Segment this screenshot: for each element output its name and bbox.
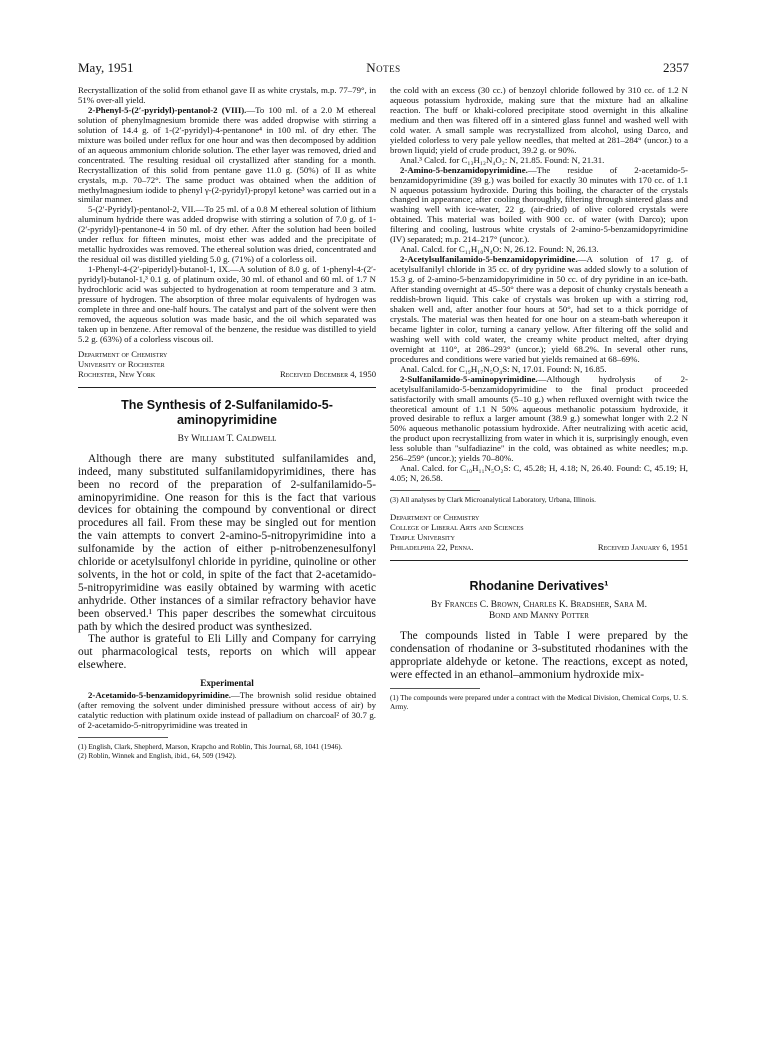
article-byline: By William T. Caldwell: [177, 433, 277, 444]
received-date: Received January 6, 1951: [597, 542, 688, 553]
paragraph: [78, 691, 376, 731]
paragraph-heading: 2-Acetylsulfanilamido-5-benzamidopyrimidine.: [400, 254, 578, 265]
paragraph-body: —The residue of 2-acetamido-5-benzamidopyrimidine (39 g.) was boiled for exactly 30 minutes with 170 cc. of 1.1 N aqueous potassium hydroxide. During this boiling, the character of the crystals changed in appearance; after cooling thoroughly, filtering through sintered glass and washing well with ice-water, 22 g. (air-dried) of olive colored crystals were obtained. This material was boiled with 900 cc. of water (with Darco); upon filtering and cooling, lustrous white crystals of 2-amino-5-benzamidopyrimidine (IV) separated; m.p. 214–217° (uncor.).: [390, 164, 688, 245]
footnote-divider: [390, 688, 480, 689]
footnote-divider: [78, 737, 168, 738]
footnote: (1) English, Clark, Shepherd, Marson, Krapcho and Roblin, This Journal, 68, 1041 (1946).: [78, 742, 343, 751]
section-divider: [390, 560, 688, 561]
paragraph-heading: 5-(2′-Pyridyl)-pentanol-2, VII.: [88, 204, 196, 215]
paragraph-body: —To 25 ml. of a 0.8 M ethereal solution of lithium aluminum hydride there was added dropwise with stirring a solution of 7.0 g. of 1-(2′-pyridyl)-pentanone-4 in 50 ml. of dry ether. After the solution had been boiled under reflux for fifteen minutes, moist ether was added and the precipitate of metallic hydroxides was removed. The ethereal solution was dried, concentrated and the residual oil was distilled yielding 5.0 g. (71%) of a colorless oil.: [78, 204, 376, 265]
affiliation-received-row: [390, 542, 688, 552]
analysis-line: Anal.³ Calcd. for C₁₃H₁₂N₄O₂: N, 21.85. Found: N, 21.31.: [400, 154, 605, 165]
affiliation-block: [390, 512, 688, 552]
paragraph-heading: 2-Sulfanilamido-5-aminopyrimidine.: [400, 373, 538, 384]
paragraph: [78, 106, 376, 206]
paragraph-body: —Although hydrolysis of 2-acetylsulfanilamido-5-benzamidopyrimidine to the final product proceeded satisfactorily with small amounts (5–10 g.) when refluxed overnight with twice the theoretical amount of 1.1 N 50% aqueous methanolic potassium hydroxide, it proved desirable to reflux a larger amount (38.9 g.) somewhat longer with 2.2 N 50% aqueous methanolic potassium hydroxide. After neutralizing with acetic acid, the product upon recrystallizing from water in which it is, surprisingly enough, even less soluble than "sulfadiazine" in the cold, was obtained as white needles; m.p. 256–259° (uncor.); yields 70–80%.: [390, 373, 688, 464]
article-byline: Bond and Manny Potter: [489, 611, 589, 622]
paragraph-body: —The brownish solid residue obtained (after removing the solvent under diminished pressure without access of air) by catalytic reduction with platinum oxide instead of palladium on charcoal² of 30.7 g. of 2-acetamido-5-nitropyrimidine was treated in: [78, 690, 376, 731]
article-title: Rhodanine Derivatives¹: [469, 579, 609, 594]
paragraph: the cold with an excess (30 cc.) of benzoyl chloride followed by 310 cc. of 1.2 N aqueous potassium hydroxide, making sure that the mixture had an alkaline reaction. The buff or khaki-colored precipitate stood overnight in this alkaline medium and then was filtered off in a sintered glass funnel and washed well with cold water. A small sample was recrystallized from alcohol, using Darco, and yielded colorless to very pale yellow needles, that melted at 281–284° (uncor.) to a brown liquid; yield of crude product, 39.2 g. or 90%.: [390, 85, 688, 155]
affiliation-line: Philadelphia 22, Penna.: [390, 542, 474, 553]
paragraph-body: —To 100 ml. of a 2.0 M ethereal solution of phenylmagnesium bromide there was added dropwise with stirring a solution of 14.4 g. of 1-(2′-pyridyl)-4-pentanone⁴ in 100 ml. of dry ether. The mixture was boiled under reflux for one hour and was then decomposed by addition of an aqueous ammonium chloride solution. The ether layer was removed, dried and concentrated. The resulting residual oil crystallized after standing for a month. Recrystallization of this solid from pentane gave 11.0 g. (50%) of II as white crystals, m.p. 70–72°. The same product was obtained when the addition of methylmagnesium iodide to phenyl γ-(2-pyridyl)-propyl ketone³ was carried out in a similar manner.: [78, 104, 376, 205]
paragraph-body: —A solution of 8.0 g. of 1-phenyl-4-(2′-pyridyl)-butanol-1,³ 0.1 g. of platinum oxide, 30 ml. of ethanol and 60 ml. of 1.7 N hydrochloric acid was subjected to hydrogenation at room temperature and 3 atm. pressure of hydrogen. The absorption of three molar equivalents of hydrogen was complete in three and one-half hours. The catalyst and part of the solvent were then removed, the aqueous solution was made basic, and the oil which separated was taken up in benzene. After removal of the benzene, the residue was distilled to yield 5.2 g. (63%) of a colorless viscous oil.: [78, 264, 376, 344]
footnote: (3) All analyses by Clark Microanalytical Laboratory, Urbana, Illinois.: [390, 495, 597, 505]
paragraph: [78, 205, 376, 265]
received-date: Received December 4, 1950: [279, 368, 376, 379]
affiliation-line: University of Rochester: [78, 358, 165, 369]
footnote: (2) Roblin, Winnek and English, ibid., 64, 509 (1942).: [78, 751, 237, 760]
intro-paragraph: The author is grateful to Eli Lilly and Company for carrying out pharmacological tests, reports on which will appear elsewhere.: [78, 633, 376, 672]
footnote: (1) The compounds were prepared under a contract with the Medical Division, Chemical Corps, U. S. Army.: [390, 692, 688, 711]
right-column: [390, 86, 688, 711]
left-column: [78, 86, 376, 760]
paragraph: [390, 166, 688, 246]
article-byline: By Frances C. Brown, Charles K. Bradsher, Sara M.: [430, 600, 647, 611]
paragraph: [78, 265, 376, 345]
header-page-number: 2357: [663, 60, 689, 75]
article-title: The Synthesis of 2-Sulfanilamido-5-aminopyrimidine: [121, 397, 333, 427]
page-header: [78, 60, 689, 78]
paragraph-heading: 1-Phenyl-4-(2′-piperidyl)-butanol-1, IX.: [88, 264, 231, 275]
paragraph: [390, 375, 688, 465]
footnote-divider: [390, 490, 480, 491]
paragraph: [390, 255, 688, 364]
experimental-heading: Experimental: [200, 678, 254, 689]
affiliation-line: College of Liberal Arts and Sciences: [390, 522, 524, 533]
paragraph: Recrystallization of the solid from ethanol gave II as white crystals, m.p. 77–79°, in 51% over-all yield.: [78, 85, 376, 105]
affiliation-block: [78, 349, 376, 379]
paragraph-heading: 2-Phenyl-5-(2′-pyridyl)-pentanol-2 (VIII).: [88, 104, 247, 115]
affiliation-line: Department of Chemistry: [78, 348, 168, 359]
header-date: May, 1951: [78, 60, 134, 75]
paragraph-heading: 2-Amino-5-benzamidopyrimidine.: [400, 164, 528, 175]
section-divider: [78, 387, 376, 388]
analysis-line: Anal. Calcd. for C₁₁H₁₀N₄O: N, 26.12. Found: N, 26.13.: [400, 244, 599, 255]
paragraph-body: —A solution of 17 g. of acetylsulfanilyl chloride in 35 cc. of dry pyridine was added slowly to a solution of 15.3 g. of 2-amino-5-benzamidopyrimidine in 50 cc. of dry pyridine in an ice-bath. After standing overnight at 45–50° there was a deposit of chunky crystals beneath a reddish-brown liquid. This cake of crystals was broken up with a stirring rod, shaken well and, after another four hours at 50°, had set to a thick porridge of crystals. The material was then heated for one hour on a steam-bath whereupon it became lighter in color, turning a canary yellow. After filtering off the solid and washing well with cold water, the creamy white product melted, after drying overnight at 110°, at 286–293° (uncor.); yield 68.2%. In several other runs, procedures and conditions were varied but yields remained at 68–69%.: [390, 254, 688, 364]
analysis-line: Anal. Calcd. for C₁₀H₁₁N₅O₂S: C, 45.28; H, 4.18; N, 26.40. Found: C, 45.19; H, 4.05; N, 26.58.: [390, 463, 688, 484]
intro-paragraph: The compounds listed in Table I were prepared by the condensation of rhodanine or 3-substituted rhodanines with the appropriate aldehyde or ketone. The reactions, except as noted, were effected in an ethanol–ammonium hydroxide mix-: [390, 630, 688, 681]
intro-paragraph: Although there are many substituted sulfanilamides and, indeed, many substituted sulfanilamidopyrimidines, there has been no record of the preparation of 2-sulfanilamido-5-aminopyrimidine. One reason for this is the fact that various devices for obtaining the compound by conventional or direct procedures all fail. From these may be singled out for mention the vain attempts to convert 2-amino-5-nitropyrimidine into a sulfonamide by the action of either p-nitrobenzenesulfonyl chloride or acetylsulfonyl chloride in pyridine, quinoline or other solvents, in the hot or cold, in spite of the fact that 2-acetamido-5-nitropyrimidine was easily obtained by warming with acetic anhydride. Other instances of a similar refractory behavior have been observed.¹ This paper describes the somewhat circuitous path by which the desired product was synthesized.: [78, 452, 376, 633]
affiliation-received-row: [78, 369, 376, 379]
paragraph-heading: 2-Acetamido-5-benzamidopyrimidine.: [88, 690, 231, 701]
affiliation-line: Temple University: [390, 532, 455, 543]
analysis-line: Anal. Calcd. for C₁₉H₁₇N₅O₄S: N, 17.01. Found: N, 16.85.: [400, 363, 607, 374]
affiliation-line: Department of Chemistry: [390, 512, 480, 523]
header-section: Notes: [366, 60, 401, 75]
affiliation-line: Rochester, New York: [78, 368, 156, 379]
